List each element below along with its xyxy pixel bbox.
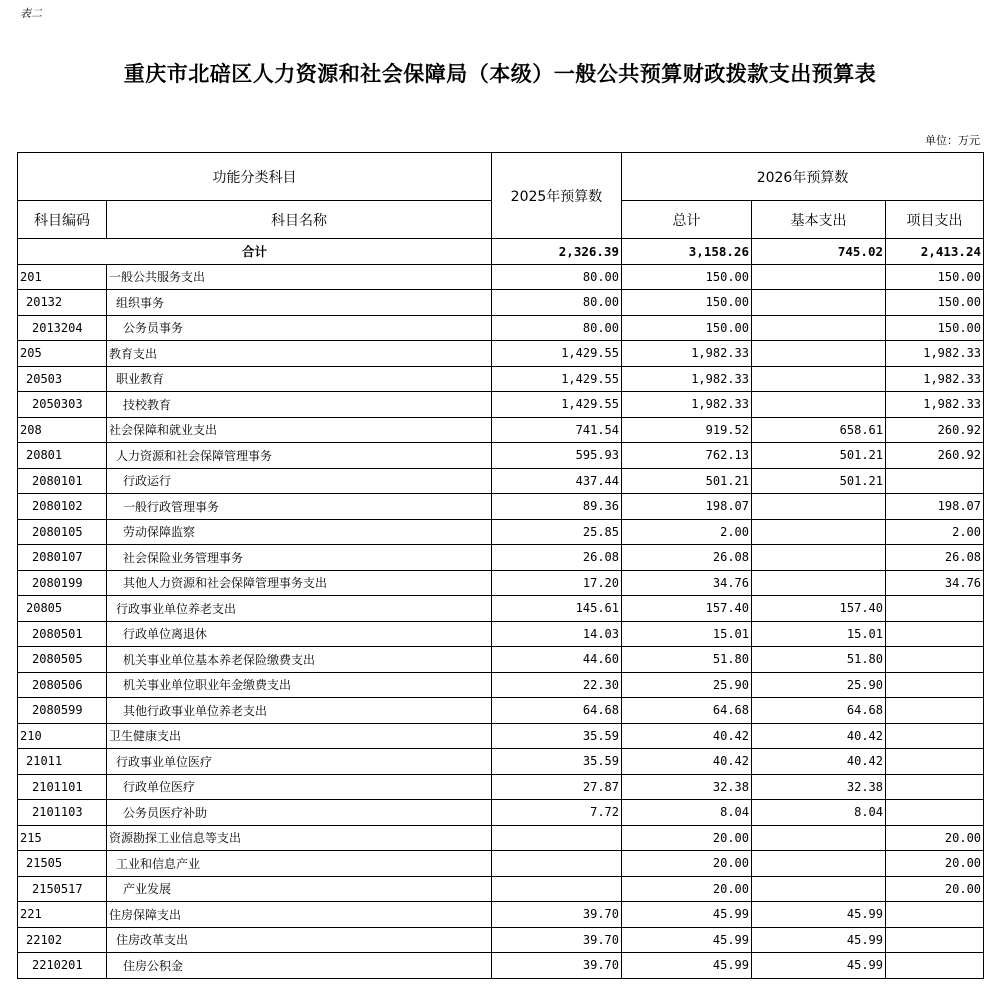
row-name: 职业教育 <box>107 366 492 392</box>
row-basic <box>752 366 886 392</box>
row-name: 一般行政管理事务 <box>107 494 492 520</box>
header-basic: 基本支出 <box>752 201 886 239</box>
table-row <box>18 774 984 800</box>
table-row <box>18 468 984 494</box>
row-code: 2080105 <box>18 519 107 545</box>
row-name: 公务员事务 <box>107 315 492 341</box>
row-budget-2025: 80.00 <box>492 315 622 341</box>
total-project: 2,413.24 <box>886 239 984 265</box>
row-name: 机关事业单位基本养老保险缴费支出 <box>107 647 492 673</box>
row-basic: 45.99 <box>752 902 886 928</box>
row-name: 行政单位离退休 <box>107 621 492 647</box>
row-name: 公务员医疗补助 <box>107 800 492 826</box>
row-name: 一般公共服务支出 <box>107 264 492 290</box>
row-name: 行政事业单位医疗 <box>107 749 492 775</box>
table-row <box>18 927 984 953</box>
row-basic <box>752 545 886 571</box>
row-code: 2101103 <box>18 800 107 826</box>
row-code: 2050303 <box>18 392 107 418</box>
row-code: 215 <box>18 825 107 851</box>
header-project: 项目支出 <box>886 201 984 239</box>
row-total: 501.21 <box>622 468 752 494</box>
row-code: 2080505 <box>18 647 107 673</box>
row-project: 260.92 <box>886 417 984 443</box>
row-total: 32.38 <box>622 774 752 800</box>
row-project <box>886 596 984 622</box>
table-row <box>18 264 984 290</box>
row-project: 150.00 <box>886 290 984 316</box>
row-code: 208 <box>18 417 107 443</box>
header-total: 总计 <box>622 201 752 239</box>
row-project: 34.76 <box>886 570 984 596</box>
row-budget-2025: 7.72 <box>492 800 622 826</box>
row-basic <box>752 494 886 520</box>
table-row <box>18 417 984 443</box>
row-basic: 501.21 <box>752 443 886 469</box>
row-basic <box>752 341 886 367</box>
row-basic: 658.61 <box>752 417 886 443</box>
row-total: 150.00 <box>622 315 752 341</box>
row-total: 26.08 <box>622 545 752 571</box>
row-basic: 15.01 <box>752 621 886 647</box>
budget-table <box>17 152 984 979</box>
row-name: 行政单位医疗 <box>107 774 492 800</box>
row-code: 2210201 <box>18 953 107 979</box>
row-project <box>886 698 984 724</box>
table-row <box>18 953 984 979</box>
table-row <box>18 723 984 749</box>
table-row <box>18 392 984 418</box>
row-total: 2.00 <box>622 519 752 545</box>
row-name: 住房保障支出 <box>107 902 492 928</box>
row-name: 人力资源和社会保障管理事务 <box>107 443 492 469</box>
table-row <box>18 621 984 647</box>
row-total: 1,982.33 <box>622 341 752 367</box>
row-basic: 501.21 <box>752 468 886 494</box>
row-name: 其他行政事业单位养老支出 <box>107 698 492 724</box>
table-row <box>18 672 984 698</box>
row-name: 机关事业单位职业年金缴费支出 <box>107 672 492 698</box>
row-total: 919.52 <box>622 417 752 443</box>
row-basic <box>752 315 886 341</box>
row-name: 工业和信息产业 <box>107 851 492 877</box>
row-project <box>886 621 984 647</box>
row-total: 198.07 <box>622 494 752 520</box>
row-code: 22102 <box>18 927 107 953</box>
row-basic <box>752 392 886 418</box>
row-total: 40.42 <box>622 749 752 775</box>
row-basic <box>752 519 886 545</box>
row-name: 劳动保障监察 <box>107 519 492 545</box>
total-basic: 745.02 <box>752 239 886 265</box>
row-total: 20.00 <box>622 876 752 902</box>
row-total: 51.80 <box>622 647 752 673</box>
row-total: 15.01 <box>622 621 752 647</box>
row-total: 157.40 <box>622 596 752 622</box>
row-code: 2080199 <box>18 570 107 596</box>
table-row <box>18 494 984 520</box>
row-budget-2025: 145.61 <box>492 596 622 622</box>
row-total: 150.00 <box>622 290 752 316</box>
row-code: 20132 <box>18 290 107 316</box>
row-basic <box>752 851 886 877</box>
row-name: 技校教育 <box>107 392 492 418</box>
row-code: 2150517 <box>18 876 107 902</box>
row-total: 762.13 <box>622 443 752 469</box>
row-name: 行政运行 <box>107 468 492 494</box>
row-basic: 45.99 <box>752 927 886 953</box>
row-total: 45.99 <box>622 927 752 953</box>
row-code: 20805 <box>18 596 107 622</box>
row-code: 21011 <box>18 749 107 775</box>
row-name: 组织事务 <box>107 290 492 316</box>
row-project <box>886 468 984 494</box>
row-code: 20801 <box>18 443 107 469</box>
row-basic: 32.38 <box>752 774 886 800</box>
table-row <box>18 341 984 367</box>
row-basic: 40.42 <box>752 723 886 749</box>
table-row <box>18 902 984 928</box>
row-project <box>886 749 984 775</box>
row-project: 26.08 <box>886 545 984 571</box>
row-total: 20.00 <box>622 825 752 851</box>
row-project: 1,982.33 <box>886 392 984 418</box>
row-total: 40.42 <box>622 723 752 749</box>
table-row <box>18 290 984 316</box>
row-budget-2025: 17.20 <box>492 570 622 596</box>
table-row <box>18 825 984 851</box>
row-budget-2025: 35.59 <box>492 723 622 749</box>
header-budget-2025: 2025年预算数 <box>492 153 622 239</box>
row-budget-2025: 44.60 <box>492 647 622 673</box>
total-budget-2025: 2,326.39 <box>492 239 622 265</box>
row-budget-2025: 64.68 <box>492 698 622 724</box>
row-project <box>886 927 984 953</box>
row-project <box>886 647 984 673</box>
row-code: 2080102 <box>18 494 107 520</box>
row-code: 205 <box>18 341 107 367</box>
row-name: 社会保障和就业支出 <box>107 417 492 443</box>
row-budget-2025 <box>492 876 622 902</box>
row-code: 21505 <box>18 851 107 877</box>
row-total: 45.99 <box>622 953 752 979</box>
row-code: 2080101 <box>18 468 107 494</box>
table-row <box>18 851 984 877</box>
table-row <box>18 596 984 622</box>
row-code: 2080107 <box>18 545 107 571</box>
table-row <box>18 876 984 902</box>
row-total: 1,982.33 <box>622 366 752 392</box>
row-budget-2025: 27.87 <box>492 774 622 800</box>
table-row <box>18 800 984 826</box>
row-code: 221 <box>18 902 107 928</box>
row-project <box>886 723 984 749</box>
row-budget-2025 <box>492 851 622 877</box>
row-code: 2013204 <box>18 315 107 341</box>
row-budget-2025: 741.54 <box>492 417 622 443</box>
row-project: 20.00 <box>886 825 984 851</box>
total-label: 合计 <box>18 239 492 265</box>
row-budget-2025: 89.36 <box>492 494 622 520</box>
row-project <box>886 800 984 826</box>
row-basic: 64.68 <box>752 698 886 724</box>
row-name: 住房公积金 <box>107 953 492 979</box>
row-total: 25.90 <box>622 672 752 698</box>
row-name: 产业发展 <box>107 876 492 902</box>
row-name: 教育支出 <box>107 341 492 367</box>
row-budget-2025: 1,429.55 <box>492 392 622 418</box>
row-total: 150.00 <box>622 264 752 290</box>
row-project <box>886 774 984 800</box>
row-basic <box>752 825 886 851</box>
row-total: 45.99 <box>622 902 752 928</box>
row-budget-2025: 39.70 <box>492 927 622 953</box>
row-budget-2025 <box>492 825 622 851</box>
row-project <box>886 672 984 698</box>
row-budget-2025: 1,429.55 <box>492 341 622 367</box>
table-row <box>18 519 984 545</box>
table-row <box>18 698 984 724</box>
row-basic <box>752 264 886 290</box>
row-budget-2025: 35.59 <box>492 749 622 775</box>
table-row <box>18 647 984 673</box>
row-budget-2025: 1,429.55 <box>492 366 622 392</box>
row-project: 20.00 <box>886 876 984 902</box>
row-project: 1,982.33 <box>886 341 984 367</box>
row-basic: 45.99 <box>752 953 886 979</box>
row-total: 1,982.33 <box>622 392 752 418</box>
total-row <box>18 239 984 265</box>
row-total: 20.00 <box>622 851 752 877</box>
row-project <box>886 953 984 979</box>
row-code: 2101101 <box>18 774 107 800</box>
header-name: 科目名称 <box>107 201 492 239</box>
row-project <box>886 902 984 928</box>
row-code: 2080506 <box>18 672 107 698</box>
row-budget-2025: 25.85 <box>492 519 622 545</box>
row-budget-2025: 80.00 <box>492 264 622 290</box>
row-total: 34.76 <box>622 570 752 596</box>
row-code: 201 <box>18 264 107 290</box>
row-total: 8.04 <box>622 800 752 826</box>
row-code: 2080501 <box>18 621 107 647</box>
header-budget-2026: 2026年预算数 <box>622 153 984 201</box>
row-name: 社会保险业务管理事务 <box>107 545 492 571</box>
table-row <box>18 570 984 596</box>
table-row <box>18 366 984 392</box>
unit-label: 单位：万元 <box>925 134 980 147</box>
row-basic <box>752 570 886 596</box>
row-budget-2025: 437.44 <box>492 468 622 494</box>
table-row <box>18 443 984 469</box>
row-project: 20.00 <box>886 851 984 877</box>
row-total: 64.68 <box>622 698 752 724</box>
row-basic <box>752 876 886 902</box>
row-name: 其他人力资源和社会保障管理事务支出 <box>107 570 492 596</box>
row-code: 20503 <box>18 366 107 392</box>
row-budget-2025: 39.70 <box>492 953 622 979</box>
row-budget-2025: 595.93 <box>492 443 622 469</box>
row-project: 150.00 <box>886 264 984 290</box>
row-basic: 8.04 <box>752 800 886 826</box>
row-code: 2080599 <box>18 698 107 724</box>
row-project: 260.92 <box>886 443 984 469</box>
row-project: 2.00 <box>886 519 984 545</box>
header-code: 科目编码 <box>18 201 107 239</box>
table-row <box>18 749 984 775</box>
row-project: 198.07 <box>886 494 984 520</box>
row-basic: 40.42 <box>752 749 886 775</box>
row-basic <box>752 290 886 316</box>
row-name: 住房改革支出 <box>107 927 492 953</box>
row-basic: 51.80 <box>752 647 886 673</box>
row-budget-2025: 14.03 <box>492 621 622 647</box>
row-budget-2025: 22.30 <box>492 672 622 698</box>
row-project: 1,982.33 <box>886 366 984 392</box>
row-project: 150.00 <box>886 315 984 341</box>
table-row <box>18 545 984 571</box>
row-basic: 25.90 <box>752 672 886 698</box>
total-total: 3,158.26 <box>622 239 752 265</box>
row-code: 210 <box>18 723 107 749</box>
page-title: 重庆市北碚区人力资源和社会保障局（本级）一般公共预算财政拨款支出预算表 <box>123 62 877 86</box>
table-row <box>18 315 984 341</box>
row-basic: 157.40 <box>752 596 886 622</box>
row-budget-2025: 80.00 <box>492 290 622 316</box>
row-budget-2025: 26.08 <box>492 545 622 571</box>
row-name: 行政事业单位养老支出 <box>107 596 492 622</box>
row-name: 资源勘探工业信息等支出 <box>107 825 492 851</box>
header-function-category: 功能分类科目 <box>18 153 492 201</box>
row-name: 卫生健康支出 <box>107 723 492 749</box>
table-number-tag: 表二 <box>20 7 42 20</box>
row-budget-2025: 39.70 <box>492 902 622 928</box>
